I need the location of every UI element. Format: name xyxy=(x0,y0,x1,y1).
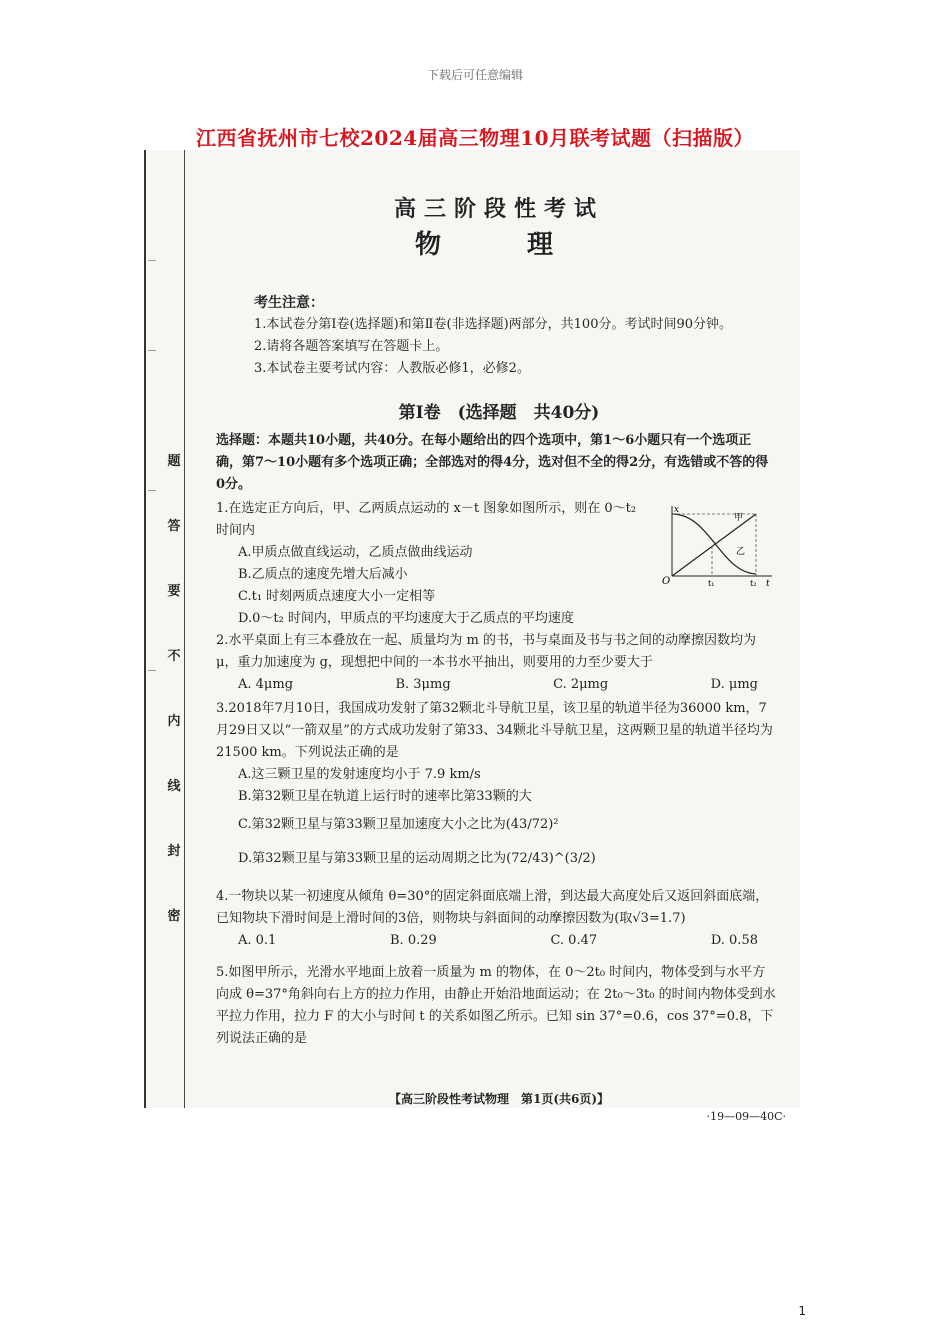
question-3 xyxy=(216,698,776,870)
binding-mark xyxy=(148,260,156,261)
seal-line-text xyxy=(164,450,184,970)
question-stem: 2.水平桌面上有三本叠放在一起、质量均为 m 的书，书与桌面及书与书之间的动摩擦因数均为 μ，重力加速度为 g，现想把中间的一本书水平抽出，则要用的力至少要大于 xyxy=(216,633,756,670)
option-b: B. 0.29 xyxy=(390,933,437,948)
notice-block xyxy=(254,292,732,380)
question-stem: 1.在选定正方向后，甲、乙两质点运动的 x－t 图象如图所示，则在 0～t₂ 时间内 xyxy=(216,501,637,538)
notice-item: 2.请将各题答案填写在答题卡上。 xyxy=(254,339,449,354)
notice-item: 3.本试卷主要考试内容：人教版必修1，必修2。 xyxy=(254,361,530,376)
option-a: A. 4μmg xyxy=(238,677,294,692)
seal-char: 封 xyxy=(167,844,181,859)
exam-subject: 物 理 xyxy=(414,230,583,260)
option-b: B.第32颗卫星在轨道上运行时的速率比第33颗的大 xyxy=(238,789,532,804)
seal-char: 答 xyxy=(167,519,181,534)
seal-char: 密 xyxy=(167,909,181,924)
option-d: D.0～t₂ 时间内，甲质点的平均速度大于乙质点的平均速度 xyxy=(238,611,574,626)
notice-heading: 考生注意： xyxy=(254,295,324,311)
page-number: 1 xyxy=(798,1304,806,1318)
x-axis-label: t xyxy=(766,579,770,589)
question-1 xyxy=(216,498,646,630)
option-c: C. 2μmg xyxy=(553,677,609,692)
scan-border xyxy=(144,150,146,1108)
question-stem: 3.2018年7月10日，我国成功发射了第32颗北斗导航卫星，该卫星的轨道半径为36000 km，7月29日又以“一箭双星”的方式成功发射了第33、34颗北斗导航卫星，这两颗卫星的轨道半径均为21500 km。下列说法正确的是 xyxy=(216,701,773,760)
option-d: D. μmg xyxy=(710,677,758,692)
binding-mark xyxy=(148,670,156,671)
question-stem: 4.一物块以某一初速度从倾角 θ=30°的固定斜面底端上滑，到达最大高度处后又返回斜面底端，已知物块下滑时间是上滑时间的3倍，则物块与斜面间的动摩擦因数为(取√3=1.7) xyxy=(216,889,769,926)
binding-line xyxy=(184,150,185,1108)
exam-title: 高三阶段性考试 xyxy=(393,196,604,222)
option-a: A.这三颗卫星的发射速度均小于 7.9 km/s xyxy=(238,767,481,782)
options-row xyxy=(216,930,758,952)
question-4 xyxy=(216,886,776,952)
seal-char: 题 xyxy=(167,454,181,469)
origin-label: O xyxy=(662,576,671,587)
option-d: D.第32颗卫星与第33颗卫星的运动周期之比为(72/43)^(3/2) xyxy=(238,851,596,866)
option-b: B.乙质点的速度先增大后减小 xyxy=(238,567,408,582)
seal-char: 内 xyxy=(167,714,181,729)
option-d: D. 0.58 xyxy=(710,933,758,948)
y-axis-label: x xyxy=(674,505,680,515)
option-c: C. 0.47 xyxy=(550,933,598,948)
xt-graph xyxy=(660,502,776,588)
seal-char: 不 xyxy=(167,649,181,664)
option-a: A. 0.1 xyxy=(238,933,277,948)
t1-label: t₁ xyxy=(708,579,715,588)
binding-mark xyxy=(148,490,156,491)
question-2 xyxy=(216,630,776,696)
document-title: 江西省抚州市七校2024届高三物理10月联考试题（扫描版） xyxy=(196,126,754,150)
section-instructions: 选择题：本题共10小题，共40分。在每小题给出的四个选项中，第1～6小题只有一个选项正确，第7～10小题有多个选项正确；全部选对的得4分，选对但不全的得2分，有选错或不答的得0分。 xyxy=(216,433,769,492)
seal-char: 线 xyxy=(167,779,181,794)
question-stem: 5.如图甲所示，光滑水平地面上放着一质量为 m 的物体，在 0～2t₀ 时间内，物体受到与水平方向成 θ=37°角斜向右上方的拉力作用，由静止开始沿地面运动；在 2t₀～3t₀ 的时间内物体受到水平拉力作用，拉力 F 的大小与时间 t 的关系如图乙所示。已知 sin 37°=0.6，cos 37°=0.8，下列说法正确的是 xyxy=(216,965,776,1046)
option-c: C.第32颗卫星与第33颗卫星加速度大小之比为(43/72)² xyxy=(238,817,559,832)
t2-label: t₂ xyxy=(750,579,757,588)
question-5 xyxy=(216,962,776,1050)
notice-item: 1.本试卷分第Ⅰ卷(选择题)和第Ⅱ卷(非选择题)两部分，共100分。考试时间90分钟。 xyxy=(254,317,733,332)
seal-char: 要 xyxy=(167,584,181,599)
curve-a-label: 甲 xyxy=(734,513,744,523)
binding-mark xyxy=(148,350,156,351)
scanned-exam-page xyxy=(144,150,800,1123)
section-title: 第Ⅰ卷 (选择题 共40分) xyxy=(398,403,600,423)
exam-code: ·19—09—40C· xyxy=(706,1110,786,1123)
exam-footer: 【高三阶段性考试物理 第1页(共6页)】 xyxy=(388,1092,610,1106)
option-b: B. 3μmg xyxy=(395,677,451,692)
option-c: C.t₁ 时刻两质点速度大小一定相等 xyxy=(238,589,436,604)
curve-a xyxy=(672,514,756,576)
header-note: 下载后可任意编辑 xyxy=(426,68,523,82)
curve-b-label: 乙 xyxy=(736,547,746,557)
options-row xyxy=(216,674,758,696)
option-a: A.甲质点做直线运动，乙质点做曲线运动 xyxy=(238,545,473,560)
